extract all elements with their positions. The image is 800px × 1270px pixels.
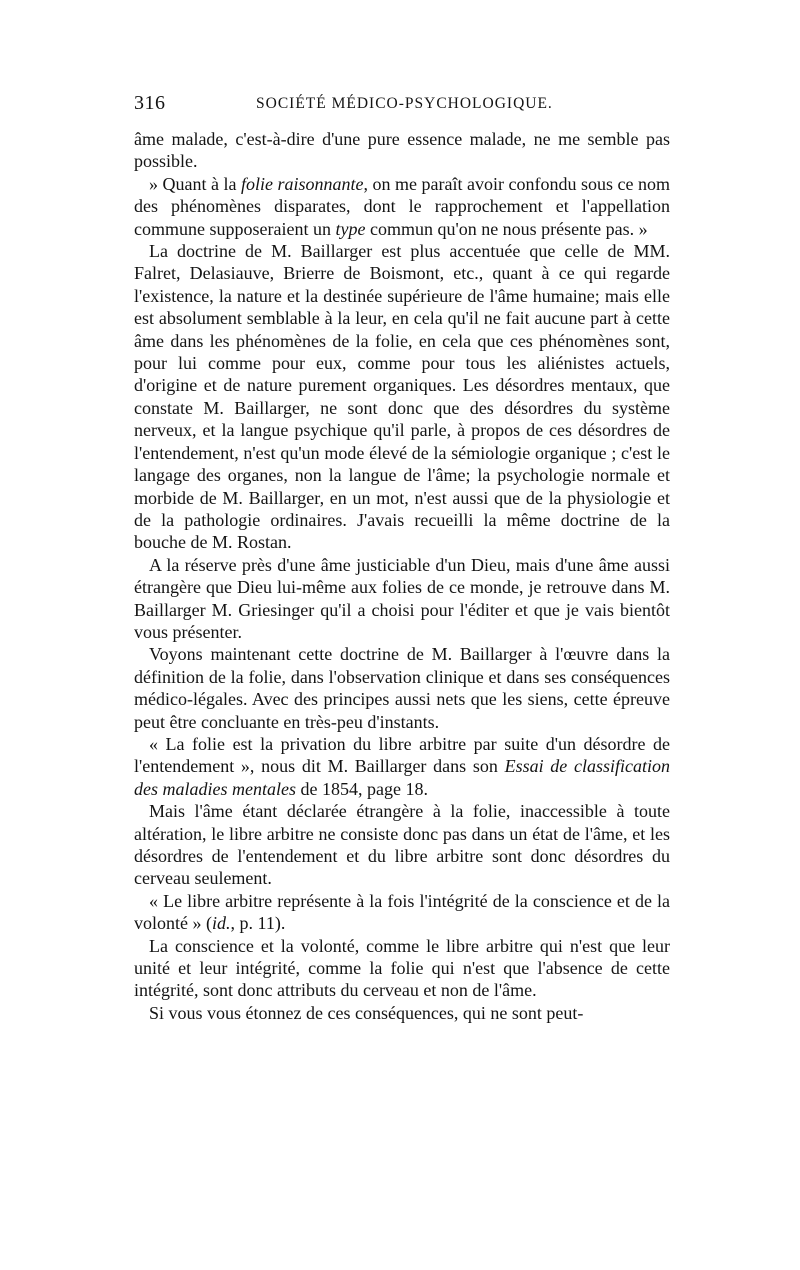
page-number: 316 — [134, 92, 166, 114]
italic-phrase: folie raisonnante — [241, 173, 364, 194]
italic-word: type — [335, 218, 366, 239]
paragraph-8 — [134, 890, 670, 935]
text-span: » Quant à la — [149, 173, 242, 194]
italic-title: Essai de classification des maladies mentales — [134, 756, 670, 799]
text-span: La doctrine de M. Baillarger est plus accentuée que celle de MM. Falret, Delasiauve, Brierre de Boismont, etc., quant à ce qui regarde l'existence, la nature et la destinée supérieure de l'âme humaine; mais elle est absolument semblable à la leur, en cela qu'il ne fait aucune part à cette âme dans les phénomènes de la folie, en cela que ces phénomènes sont, pour lui comme pour eux, comme pour tous les aliénistes actuels, d'origine et de nature purement organiques. Les désordres mentaux, que constate M. Baillarger, ne sont donc que des désordres du système nerveux, et la langue psychique qu'il parle, à propos de ces désordres de l'entendement, n'est qu'un mode élevé de la sémiologie organique ; c'est le langage des organes, non la langue de l'âme; la psychologie normale et morbide de M. Baillarger, en un mot, n'est aussi que de la physiologie et de la pathologie ordinaires. J'avais recueilli la même doctrine de la bouche de M. Rostan. — [134, 241, 670, 553]
text-span: , p. 11). — [230, 913, 286, 934]
text-span: âme malade, c'est-à-dire d'une pure essence malade, ne me semble pas possible. — [134, 129, 670, 172]
text-span: , on me paraît avoir confondu sous ce nom des phénomènes disparates, dont le rapprochement et l'appellation commune supposeraient un — [134, 173, 671, 239]
paragraph-1 — [134, 128, 670, 173]
paragraph-3 — [134, 240, 670, 554]
paragraph-6 — [134, 733, 670, 800]
text-span: Voyons maintenant cette doctrine de M. Baillarger à l'œuvre dans la définition de la folie, dans l'observation clinique et dans ses conséquences médico-légales. Avec des principes aussi nets que les siens, cette épreuve peut être concluante en très-peu d'instants. — [134, 644, 670, 732]
italic-abbrev: id. — [212, 913, 231, 934]
text-span: Mais l'âme étant déclarée étrangère à la folie, inaccessible à toute altération, le libre arbitre ne consiste donc pas dans un état de l'âme, et les désordres de l'entendement et du libre arbitre sont donc désordres du cerveau seulement. — [134, 801, 670, 889]
running-title: SOCIÉTÉ MÉDICO-PSYCHOLOGIQUE. — [256, 95, 553, 112]
paragraph-2 — [134, 173, 670, 240]
body-text — [134, 128, 670, 1024]
paragraph-4 — [134, 554, 670, 644]
paragraph-10 — [134, 1002, 670, 1024]
paragraph-9 — [134, 935, 670, 1002]
text-span: « La folie est la privation du libre arbitre par suite d'un désordre de l'entendement », nous dit M. Baillarger dans son — [134, 733, 670, 777]
text-span: A la réserve près d'une âme justiciable d'un Dieu, mais d'une âme aussi étrangère que Dieu lui-même aux folies de ce monde, je retrouve dans M. Baillarger M. Griesinger qu'il a choisi pour l'éditer et que je vais bientôt vous présenter. — [134, 554, 670, 642]
text-span: Si vous vous étonnez de ces conséquences, qui ne sont peut- — [149, 1002, 584, 1023]
text-span: de 1854, page 18. — [295, 778, 428, 799]
text-span: La conscience et la volonté, comme le libre arbitre qui n'est que leur unité et leur intégrité, comme la folie qui n'est que l'absence de cette intégrité, sont donc attributs du cerveau et non de l'âme. — [134, 935, 670, 1001]
page-header — [134, 92, 674, 118]
paragraph-7 — [134, 800, 670, 890]
paragraph-5 — [134, 643, 670, 733]
text-span: commun qu'on ne nous présente pas. » — [365, 218, 648, 239]
text-span: « Le libre arbitre représente à la fois l'intégrité de la conscience et de la volonté » ( — [134, 890, 670, 934]
